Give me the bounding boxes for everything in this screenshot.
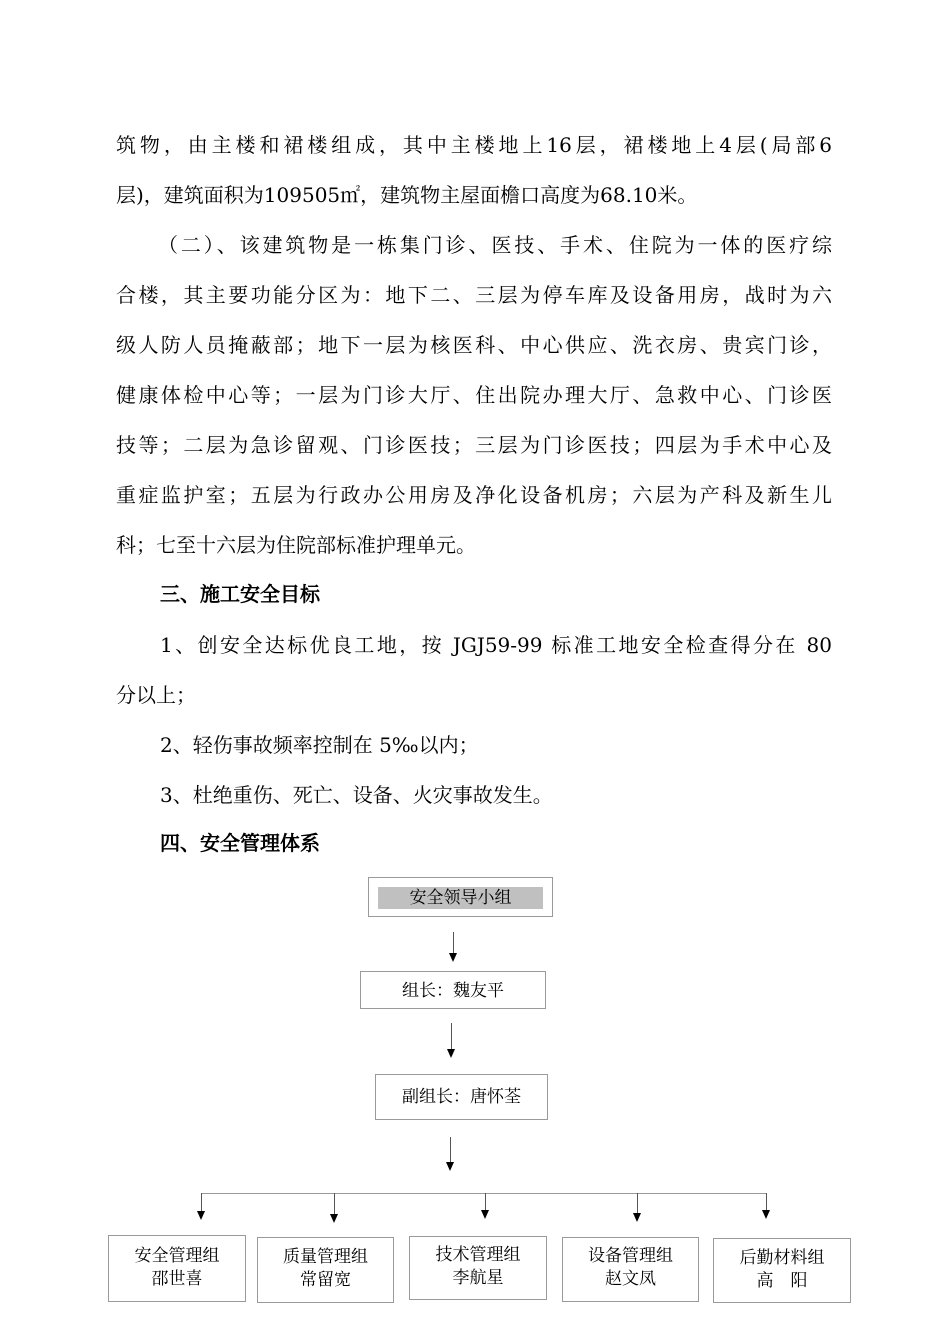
group-person: 李航星	[452, 1268, 504, 1288]
org-group-box	[257, 1237, 394, 1303]
paragraph-line: 科；七至十六层为住院部标准护理单元。	[116, 533, 476, 557]
group-name: 安全管理组	[134, 1246, 220, 1266]
org-deputy-text: 副组长：唐怀荃	[402, 1087, 521, 1107]
paragraph-line	[116, 183, 697, 207]
paragraph-line: 健康体检中心等；一层为门诊大厅、住出院办理大厅、急救中心、门诊医	[116, 383, 832, 407]
group-person: 赵文凤	[605, 1269, 656, 1289]
group-name: 后勤材料组	[739, 1248, 825, 1268]
org-group-box	[108, 1235, 246, 1302]
org-leader-text: 组长：魏友平	[402, 981, 504, 1001]
org-box-leader	[360, 971, 546, 1009]
list-item-continued: 分以上；	[116, 683, 196, 707]
arrow-down-icon	[447, 1049, 455, 1058]
connector-line	[201, 1193, 202, 1211]
group-name: 质量管理组	[283, 1247, 368, 1267]
arrow-down-icon	[481, 1210, 489, 1219]
org-box-top	[368, 877, 553, 917]
connector-line	[334, 1193, 335, 1214]
area-text-end: ，建筑物主屋面檐口高度为68.10米。	[360, 183, 698, 207]
group-person: 高 阳	[756, 1271, 808, 1291]
connector-line	[453, 932, 454, 954]
connector-line	[766, 1193, 767, 1210]
paragraph-line: 技等；二层为急诊留观、门诊医技；三层为门诊医技；四层为手术中心及	[116, 433, 832, 457]
connector-line-horizontal	[201, 1193, 766, 1194]
connector-line	[451, 1023, 452, 1050]
org-group-box	[562, 1237, 699, 1302]
list-item: 1、创安全达标优良工地，按 JGJ59-99 标准工地安全检查得分在 80	[160, 633, 832, 657]
arrow-down-icon	[446, 1162, 454, 1171]
group-person: 常留宽	[300, 1270, 351, 1290]
connector-line	[637, 1193, 638, 1213]
arrow-down-icon	[762, 1210, 770, 1219]
list-item: 3、杜绝重伤、死亡、设备、火灾事故发生。	[160, 783, 553, 807]
arrow-down-icon	[633, 1213, 641, 1222]
connector-line	[450, 1137, 451, 1163]
area-text: 层)，建筑面积为109505㎡	[116, 183, 361, 207]
section-heading: 三、施工安全目标	[160, 582, 320, 606]
arrow-down-icon	[197, 1211, 205, 1220]
group-person: 邵世喜	[151, 1269, 203, 1289]
paragraph-line: 重症监护室；五层为行政办公用房及净化设备机房；六层为产科及新生儿	[116, 483, 832, 507]
paragraph-line: 筑物，由主楼和裙楼组成，其中主楼地上16层，裙楼地上4层(局部6	[116, 133, 832, 157]
paragraph-line: 级人防人员掩蔽部；地下一层为核医科、中心供应、洗衣房、贵宾门诊，	[116, 333, 832, 357]
group-name: 设备管理组	[588, 1246, 673, 1266]
list-item: 2、轻伤事故频率控制在 5‰以内；	[160, 733, 479, 757]
org-group-box	[713, 1238, 851, 1303]
paragraph-line: （二）、该建筑物是一栋集门诊、医技、手术、住院为一体的医疗综	[158, 233, 832, 257]
org-group-box	[409, 1236, 547, 1300]
paragraph-line: 合楼，其主要功能分区为：地下二、三层为停车库及设备用房，战时为六	[116, 283, 832, 307]
org-box-deputy	[375, 1074, 548, 1120]
group-name: 技术管理组	[435, 1245, 521, 1265]
arrow-down-icon	[449, 953, 457, 962]
connector-line	[485, 1193, 486, 1210]
org-box-top-fill: 安全领导小组	[378, 887, 543, 909]
section-heading: 四、安全管理体系	[160, 831, 320, 855]
arrow-down-icon	[330, 1214, 338, 1223]
